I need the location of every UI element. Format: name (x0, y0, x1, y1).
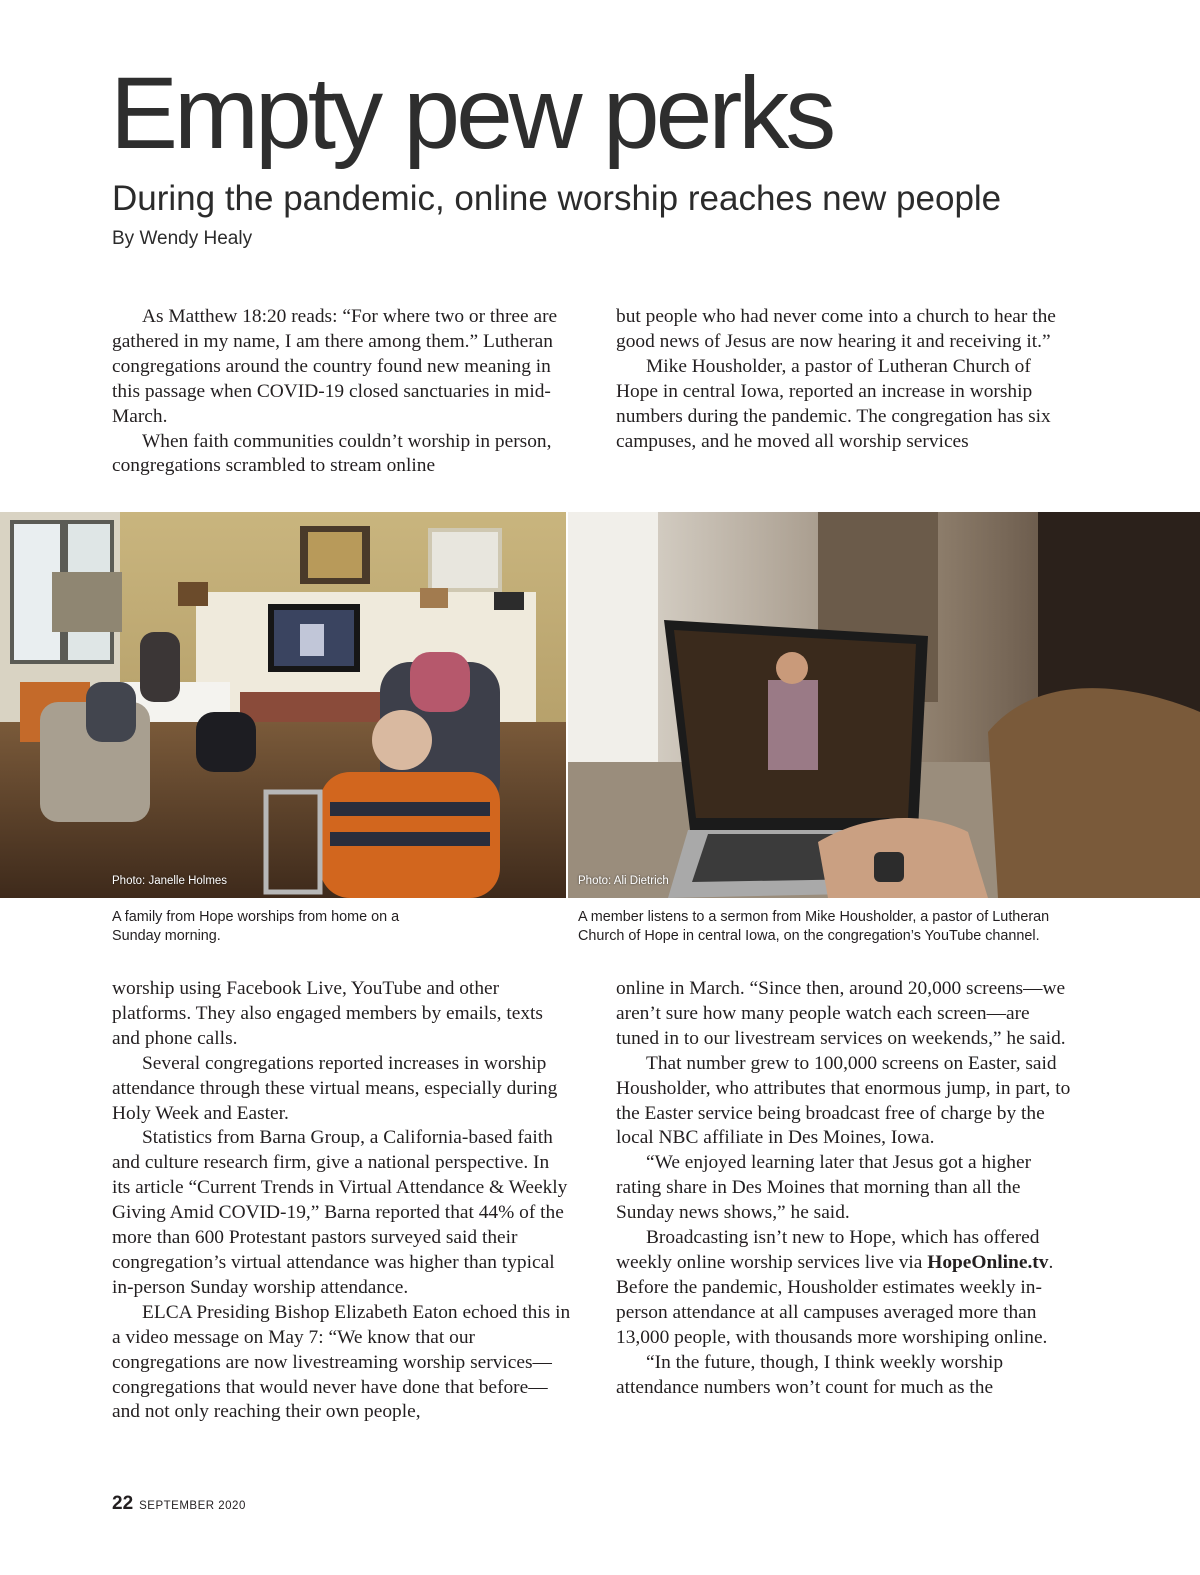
paragraph: That number grew to 100,000 screens on Easter, said Housholder, who attributes that enormous jump, in part, to the Easter service being broadcast free of charge by the local NBC affiliate in Des Moines, Iowa. (616, 1052, 1071, 1149)
bottom-left-column (112, 977, 572, 1425)
paragraph-text: . Before the pandemic, Housholder estimates weekly in-person attendance at all campuses averaged more than 13,000 people, with thousands more worshiping online. (616, 1251, 1054, 1348)
living-room-illustration (0, 512, 566, 898)
paragraph: “We enjoyed learning later that Jesus got a higher rating share in Des Moines that morning than all the Sunday news shows,” he said. (616, 1152, 1032, 1224)
paragraph: Mike Housholder, a pastor of Lutheran Church of Hope in central Iowa, reported an increase in worship numbers during the pandemic. The congregation has six campuses, and he moved all worship services (616, 355, 1051, 452)
photo-credit: Photo: Janelle Holmes (112, 875, 228, 887)
photo-caption: A family from Hope worships from home on a Sunday morning. (112, 909, 400, 944)
article-subtitle: During the pandemic, online worship reaches new people (112, 179, 1002, 218)
laptop-sermon-photo (568, 512, 1200, 898)
photo-credit: Photo: Ali Dietrich (578, 875, 669, 887)
paragraph-continued: worship using Facebook Live, YouTube and other platforms. They also engaged members by emails, texts and phone calls. (112, 978, 543, 1049)
paragraph-continued: online in March. “Since then, around 20,000 screens—we aren’t sure how many people watch each screen—are tuned in to our livestream services on weekends,” he said. (616, 978, 1066, 1049)
paragraph (616, 1226, 1076, 1351)
paragraph: As Matthew 18:20 reads: “For where two or three are gathered in my name, I am there among them.” Lutheran congregations around the country found new meaning in this passage when COVID-19 closed sanctuaries in mid-March. (112, 306, 558, 427)
hopeonline-link[interactable]: HopeOnline.tv (927, 1251, 1049, 1273)
paragraph: Several congregations reported increases in worship attendance through these virtual means, especially during Holy Week and Easter. (112, 1052, 558, 1124)
paragraph: ELCA Presiding Bishop Elizabeth Eaton echoed this in a video message on May 7: “We know that our congregations are now livestreaming worship services—congregations that would never have done that before—and not only reaching their own people, (112, 1301, 571, 1423)
paragraph: When faith communities couldn’t worship in person, congregations scrambled to stream online (112, 430, 552, 477)
issue-date: SEPTEMBER 2020 (139, 1500, 246, 1512)
paragraph-continued: but people who had never come into a church to hear the good news of Jesus are now hearing it and receiving it.” (616, 306, 1056, 352)
family-worship-photo (0, 512, 566, 898)
photo-caption: A member listens to a sermon from Mike Housholder, a pastor of Lutheran Church of Hope in central Iowa, on the congregation’s YouTube channel. (578, 909, 1050, 944)
paragraph: Statistics from Barna Group, a California-based faith and culture research firm, give a national perspective. In its article “Current Trends in Virtual Attendance & Weekly Giving Amid COVID-19,” Barna reported that 44% of the more than 600 Protestant pastors surveyed said their congregation’s virtual attendance was higher than typical in-person Sunday worship attendance. (112, 1127, 568, 1298)
paragraph: “In the future, though, I think weekly worship attendance numbers won’t count for much as the (616, 1351, 1004, 1398)
top-left-column (112, 305, 572, 479)
byline: By Wendy Healy (112, 228, 253, 249)
laptop-illustration (568, 512, 1200, 898)
bottom-right-column (616, 977, 1076, 1400)
paragraph-text: Broadcasting isn’t new to Hope, which has offered weekly online worship services live via (616, 1227, 1040, 1273)
top-right-column (616, 305, 1076, 454)
page-number: 22 (112, 1493, 134, 1514)
page-footer (112, 1493, 246, 1515)
article-title: Empty pew perks (110, 56, 833, 170)
